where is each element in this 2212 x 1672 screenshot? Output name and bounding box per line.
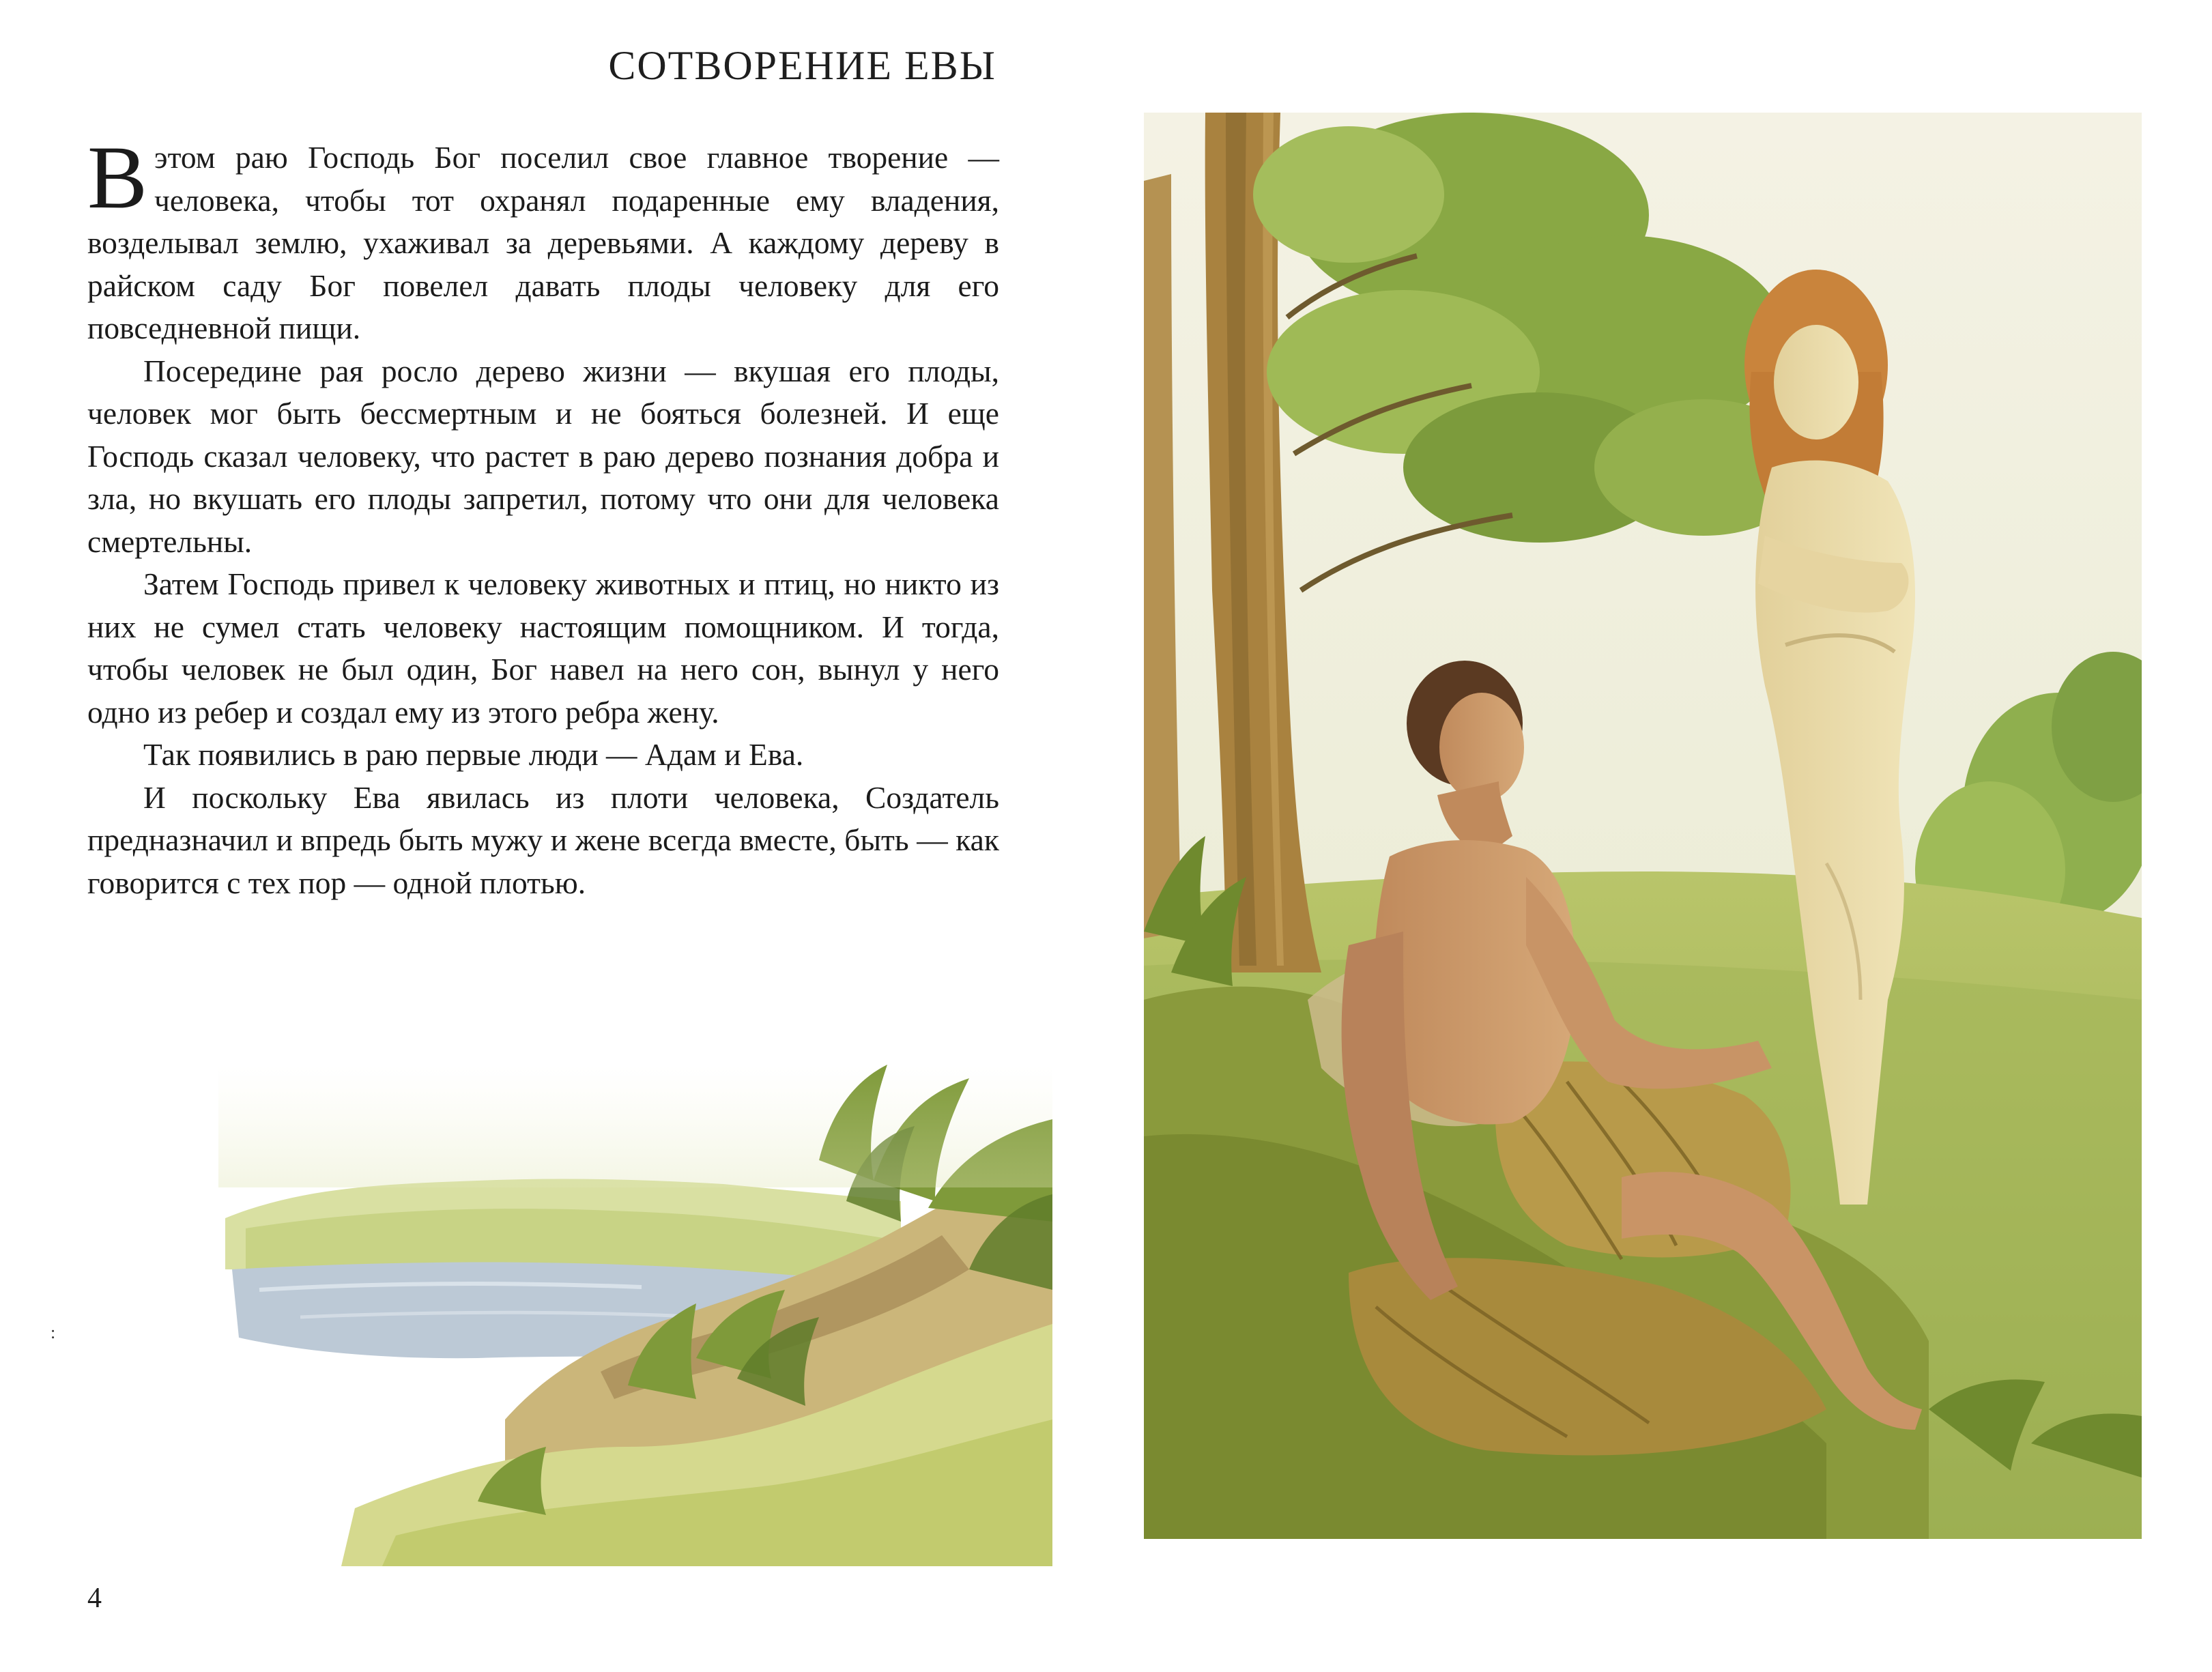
paragraph: Затем Господь привел к человеку животных и птиц, но никто из них не сумел стать человеку настоящим помощником. И тогда, чтобы человек не был один, Бог навел на него сон, вынул у него одно из ребер и создал ему из этого ребра жену. [87,566,999,730]
page-number: 4 [87,1583,102,1614]
landscape-illustration [218,1065,1052,1566]
stray-mark: : [51,1323,56,1342]
body-text [87,127,999,904]
drop-cap: В [87,127,148,227]
paragraph-text: этом раю Господь Бог поселил свое главное творение — человека, чтобы тот охранял подаренные ему владения, возделывал землю, ухаживал за деревьями. А каждому дереву в райском саду Бог повелел давать плоды человеку для его повседневной пищи. [87,140,999,345]
adam-and-eve-illustration [1144,113,2142,1539]
paragraph [87,127,999,350]
eve-face [1774,325,1858,439]
page-title: СОТВОРЕНИЕ ЕВЫ [608,43,996,88]
paragraph: И поскольку Ева явилась из плоти человека, Создатель предназначил и впредь быть мужу и жене всегда вместе, быть — как говорится с тех пор — одной плотью. [87,779,999,900]
paragraph: Посередине рая росло дерево жизни — вкушая его плоды, человек мог быть бессмертным и не бояться болезней. И еще Господь сказал человеку, что растет в раю дерево познания добра и зла, но вкушать его плоды запретил, потому что они для человека смертельны. [87,353,999,559]
paragraph: Так появились в раю первые люди — Адам и Ева. [143,737,804,772]
